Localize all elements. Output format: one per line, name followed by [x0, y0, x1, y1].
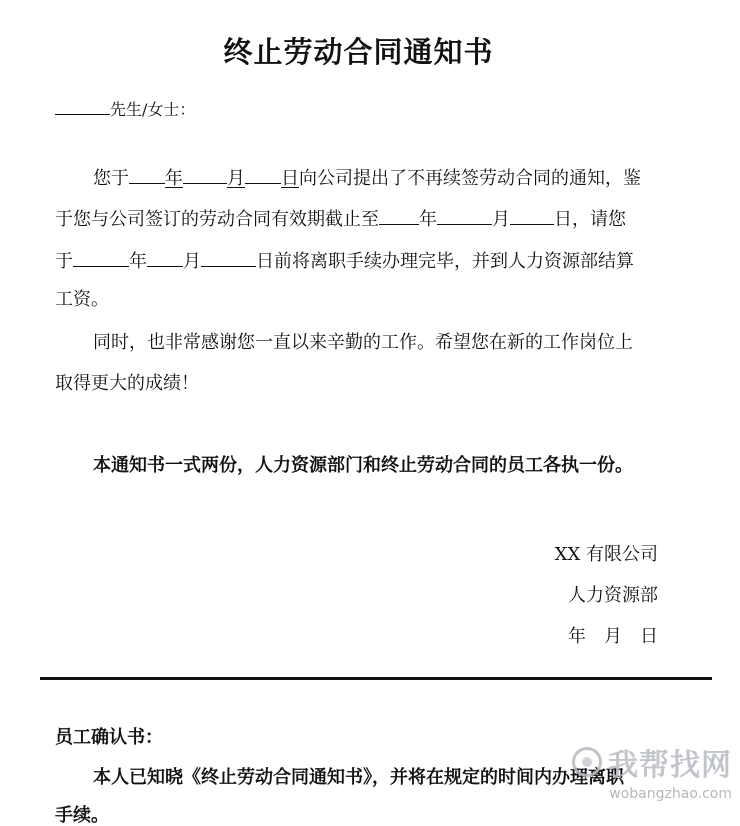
blank-year — [129, 165, 165, 184]
confirmation-line-2: 手续。 — [55, 805, 109, 826]
paragraph-1-line-2 — [55, 206, 626, 230]
blank-year — [73, 248, 129, 267]
text-segment: 于 — [55, 251, 73, 272]
blank-month — [437, 206, 492, 225]
section-divider — [40, 677, 712, 680]
blank-year — [379, 206, 419, 225]
paragraph-1-line-3 — [55, 248, 634, 272]
name-blank — [55, 99, 110, 115]
paragraph-1-line-4: 工资。 — [55, 289, 109, 310]
site-watermark — [572, 740, 732, 802]
blank-month — [147, 248, 183, 267]
year-label: 年 — [165, 168, 183, 189]
blank-day — [201, 248, 256, 267]
text-segment: 日，请您 — [554, 209, 626, 230]
logo-icon — [572, 747, 602, 777]
day-label: 日 — [281, 168, 299, 189]
blank-month — [183, 165, 227, 184]
signature-department: 人力资源部 — [568, 585, 658, 606]
year-label: 年 — [129, 251, 147, 272]
month-label: 月 — [227, 168, 245, 189]
text-segment: 您于 — [93, 168, 129, 189]
blank-day — [245, 165, 281, 184]
salutation-line — [55, 97, 195, 120]
month-label: 月 — [183, 251, 201, 272]
month-label: 月 — [492, 209, 510, 230]
watermark-brand: 我帮找网 — [608, 748, 732, 783]
year-label: 年 — [419, 209, 437, 230]
document-title: 终止劳动合同通知书 — [223, 35, 494, 69]
confirmation-line-1: 本人已知晓《终止劳动合同通知书》，并将在规定的时间内办理离职 — [93, 767, 624, 788]
confirmation-heading: 员工确认书： — [55, 727, 163, 748]
paragraph-1-line-1 — [93, 165, 641, 189]
text-segment: 于您与公司签订的劳动合同有效期截止至 — [55, 209, 379, 230]
notice-statement: 本通知书一式两份，人力资源部门和终止劳动合同的员工各执一份。 — [93, 455, 633, 476]
watermark-url: wobangzhao.com — [609, 786, 732, 802]
text-segment: 向公司提出了不再续签劳动合同的通知，鉴 — [299, 168, 641, 189]
paragraph-2-line-2: 取得更大的成绩！ — [55, 373, 199, 394]
signature-date: 年 月 日 — [568, 626, 658, 647]
blank-day — [510, 206, 554, 225]
signature-company: XX 有限公司 — [554, 544, 658, 565]
text-segment: 日前将离职手续办理完毕，并到人力资源部结算 — [256, 251, 634, 272]
paragraph-2-line-1: 同时，也非常感谢您一直以来辛勤的工作。希望您在新的工作岗位上 — [93, 332, 633, 353]
salutation-text: 先生/女士： — [110, 100, 196, 119]
